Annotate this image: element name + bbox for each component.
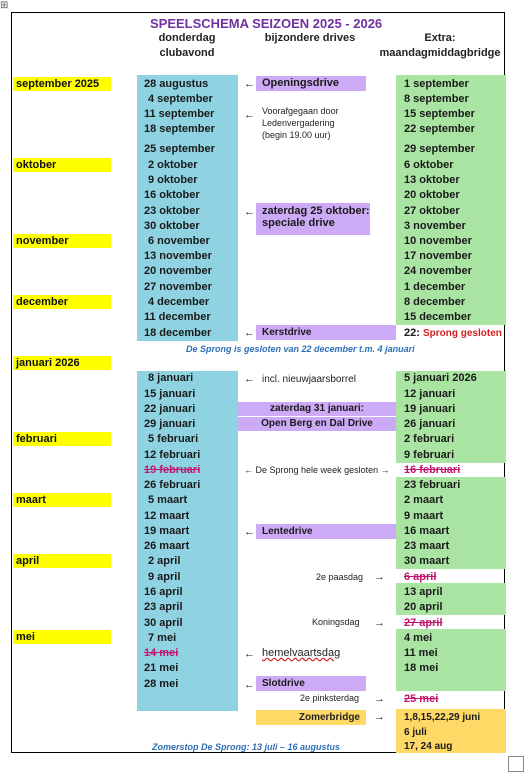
- note-voorafgegaan: Voorafgegaan door: [262, 106, 339, 116]
- arrow-right-icon: →: [374, 693, 385, 705]
- left-date: 4 december: [148, 296, 210, 308]
- right-date-cancelled: 27 april: [404, 617, 443, 629]
- right-date: 2 februari: [404, 433, 455, 445]
- right-date: 29 september: [404, 143, 475, 155]
- left-date: 13 november: [144, 250, 212, 262]
- left-date: 18 december: [144, 327, 212, 339]
- right-date: 16 maart: [404, 525, 450, 537]
- arrow-right-icon: →: [380, 465, 390, 475]
- arrow-right-icon: →: [374, 617, 385, 629]
- sprong-gesloten-label: Sprong gesloten: [422, 328, 502, 339]
- left-date: 30 oktober: [144, 220, 200, 232]
- right-date: 13 oktober: [404, 174, 460, 186]
- right-date: 24 november: [404, 265, 472, 277]
- right-date-summer: 17, 24 aug: [404, 741, 453, 752]
- note-begin-tijd: (begin 19.00 uur): [262, 130, 331, 140]
- left-date: 9 oktober: [148, 174, 198, 186]
- note-sprong-week: [244, 465, 390, 475]
- left-date: 20 november: [144, 265, 212, 277]
- left-date: 2 april: [148, 555, 181, 567]
- left-date: 16 oktober: [144, 189, 200, 201]
- left-date: 9 april: [148, 571, 181, 583]
- arrow-left-icon: ←: [244, 206, 255, 218]
- left-date: 19 maart: [144, 525, 190, 537]
- header-extra: Extra:: [424, 32, 456, 44]
- right-date: 9 februari: [404, 449, 455, 461]
- right-date: 15 september: [404, 108, 475, 120]
- left-date: 11 december: [144, 311, 211, 323]
- right-date: 8 december: [404, 296, 466, 308]
- header-donderdag: donderdag: [158, 32, 216, 44]
- left-date: 30 april: [144, 617, 183, 629]
- right-date: 17 november: [404, 250, 472, 262]
- right-date: 20 april: [404, 601, 443, 613]
- left-date: 25 september: [144, 143, 215, 155]
- right-date: 13 april: [404, 586, 443, 598]
- drive-lentedrive: Lentedrive: [256, 524, 396, 539]
- left-date: 12 maart: [144, 510, 190, 522]
- note-sprong-week-text: De Sprong hele week gesloten: [255, 465, 379, 475]
- right-date: 6 oktober: [404, 159, 454, 171]
- zomerbridge-badge: Zomerbridge: [256, 710, 366, 725]
- month-april: april: [13, 554, 111, 568]
- arrow-left-icon: ←: [244, 109, 255, 121]
- right-date: 26 januari: [404, 418, 456, 430]
- arrow-left-icon: ←: [244, 526, 255, 538]
- header-bijzondere-drives: bijzondere drives: [264, 32, 356, 44]
- left-date: 26 maart: [144, 540, 190, 552]
- month-mei: mei: [13, 630, 111, 644]
- left-date-cancelled: 14 mei: [144, 647, 179, 659]
- header-maandagmiddagbridge: maandagmiddagbridge: [379, 47, 501, 59]
- note-ledenvergadering: Ledenvergadering: [262, 118, 335, 128]
- left-date: 18 september: [144, 123, 215, 135]
- arrow-left-icon: ←: [244, 679, 255, 691]
- arrow-left-icon: ←: [244, 373, 255, 385]
- left-date: 6 november: [148, 235, 210, 247]
- arrow-left-icon: ←: [244, 327, 255, 339]
- resize-handle-icon[interactable]: [508, 756, 524, 772]
- right-date: 18 mei: [404, 662, 439, 674]
- arrow-left-icon: ←: [244, 648, 255, 660]
- left-date: 23 oktober: [144, 205, 200, 217]
- right-date: 9 maart: [404, 510, 444, 522]
- note-zomerstop: Zomerstop De Sprong: 13 juli – 16 augustus: [152, 742, 341, 752]
- drive-slotdrive: Slotdrive: [256, 676, 366, 691]
- left-date: 7 mei: [148, 632, 177, 644]
- left-date: 26 februari: [144, 479, 201, 491]
- left-date: 4 september: [148, 93, 213, 105]
- right-date-cancelled: 25 mei: [404, 693, 439, 705]
- right-date-22: [404, 327, 502, 339]
- header-clubavond: clubavond: [159, 47, 215, 59]
- left-date: 12 februari: [144, 449, 201, 461]
- month-oktober: oktober: [13, 158, 111, 172]
- drive-zaterdag-25-oktober: [256, 203, 370, 235]
- left-date: 28 mei: [144, 678, 179, 690]
- drive-zaterdag-25-oktober-line1: zaterdag 25 oktober:: [262, 205, 370, 217]
- left-date: 23 april: [144, 601, 183, 613]
- right-date: 8 september: [404, 93, 469, 105]
- note-paasdag: 2e paasdag: [316, 572, 364, 582]
- left-date: 2 oktober: [148, 159, 198, 171]
- arrow-left-icon: ←: [244, 465, 253, 475]
- right-date-cancelled: 6 april: [404, 571, 437, 583]
- right-date-22-label: 22:: [404, 327, 420, 339]
- month-januari: januari 2026: [13, 356, 111, 370]
- right-date: 20 oktober: [404, 189, 460, 201]
- right-date: 1 september: [404, 78, 469, 90]
- left-date: 29 januari: [144, 418, 196, 430]
- month-november: november: [13, 234, 111, 248]
- drive-berg-en-dal: Open Berg en Dal Drive: [238, 417, 396, 431]
- arrow-right-icon: →: [374, 571, 385, 583]
- left-date: 5 februari: [148, 433, 199, 445]
- note-pinksterdag: 2e pinksterdag: [300, 693, 360, 703]
- right-date: 27 oktober: [404, 205, 460, 217]
- right-date: 11 mei: [404, 647, 438, 659]
- month-februari: februari: [13, 432, 111, 446]
- right-date: 12 januari: [404, 388, 456, 400]
- drive-zaterdag-31-januari: zaterdag 31 januari:: [238, 402, 396, 416]
- right-date: 4 mei: [404, 632, 433, 644]
- month-maart: maart: [13, 493, 111, 507]
- right-date-cancelled: 16 februari: [404, 464, 461, 476]
- arrow-right-icon: →: [374, 711, 385, 723]
- right-date: 3 november: [404, 220, 466, 232]
- note-nieuwjaarsborrel: incl. nieuwjaarsborrel: [262, 374, 356, 385]
- drive-kerstdrive: Kerstdrive: [256, 325, 396, 340]
- month-december: december: [13, 295, 111, 309]
- left-date: 16 april: [144, 586, 183, 598]
- right-date: 5 januari 2026: [404, 372, 477, 384]
- left-date-cancelled: 19 februari: [144, 464, 201, 476]
- right-date-summer: 6 juli: [404, 727, 427, 738]
- right-date: 23 maart: [404, 540, 450, 552]
- right-date: 1 december: [404, 281, 466, 293]
- right-date-summer: 1,8,15,22,29 juni: [404, 712, 481, 723]
- drive-openingsdrive: Openingsdrive: [256, 76, 366, 91]
- note-koningsdag: Koningsdag: [312, 617, 360, 627]
- left-date: 15 januari: [144, 388, 196, 400]
- right-date: 2 maart: [404, 494, 444, 506]
- table-move-handle-icon[interactable]: ⊞: [0, 0, 9, 11]
- left-date: 11 september: [144, 108, 215, 120]
- left-date: 8 januari: [148, 372, 194, 384]
- right-date: 30 maart: [404, 555, 450, 567]
- left-date: 21 mei: [144, 662, 179, 674]
- right-date: 10 november: [404, 235, 472, 247]
- arrow-left-icon: ←: [244, 78, 255, 90]
- page-title: SPEELSCHEMA SEIZOEN 2025 - 2026: [150, 16, 383, 31]
- left-date: 22 januari: [144, 403, 196, 415]
- right-date: 19 januari: [404, 403, 456, 415]
- left-date: 28 augustus: [144, 78, 209, 90]
- month-september: september 2025: [13, 77, 111, 91]
- right-date: 15 december: [404, 311, 472, 323]
- left-date: 5 maart: [148, 494, 188, 506]
- note-sprong-gesloten: De Sprong is gesloten van 22 december t.m. 4 januari: [186, 344, 415, 354]
- right-date: 22 september: [404, 123, 475, 135]
- note-hemelvaartsdag: hemelvaartsdag: [262, 647, 341, 659]
- drive-zaterdag-25-oktober-line2: speciale drive: [262, 217, 335, 229]
- left-date: 27 november: [144, 281, 212, 293]
- right-date: 23 februari: [404, 479, 461, 491]
